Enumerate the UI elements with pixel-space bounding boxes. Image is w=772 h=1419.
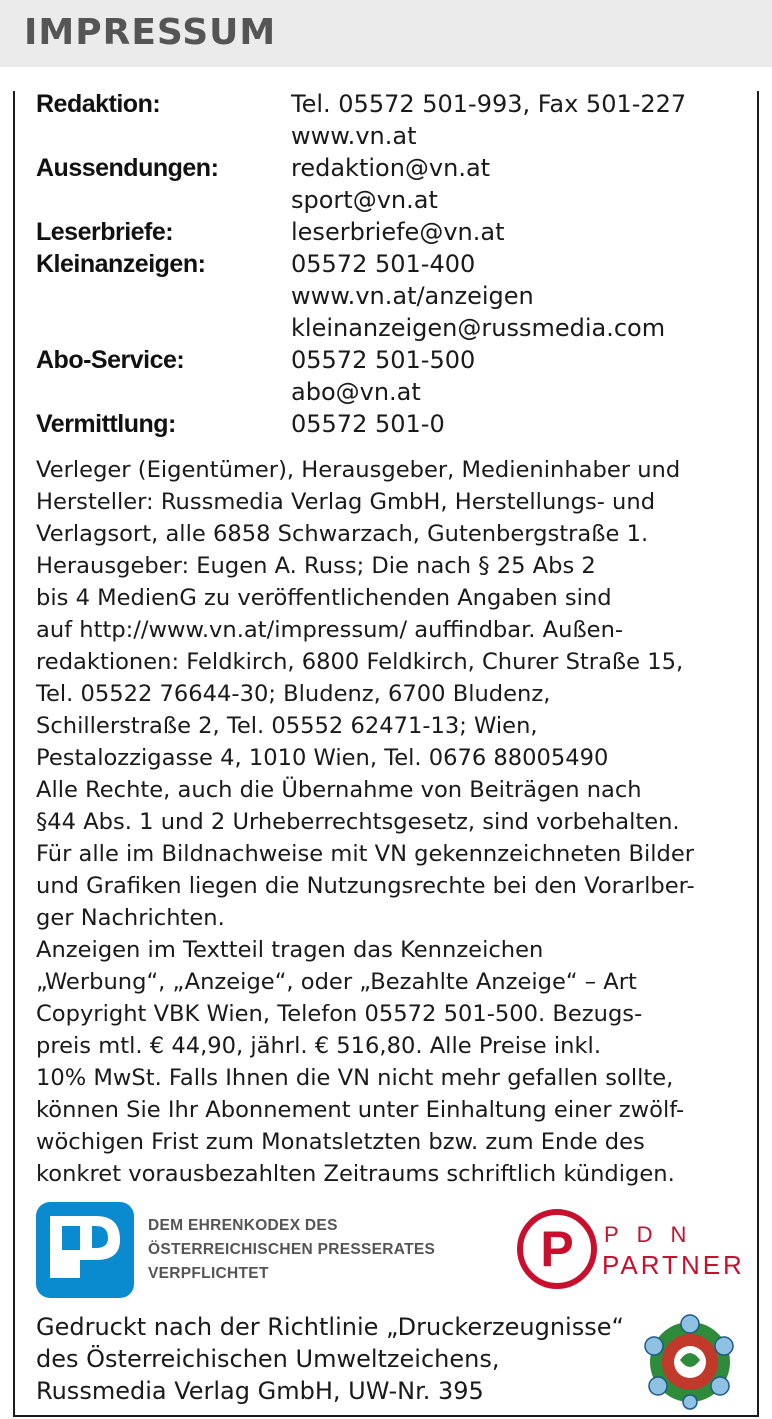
ads-paragraph: Anzeigen im Textteil tragen das Kennzeichen „Werbung“, „Anzeige“, oder „Bezahlte Anzeige“ – Art Copyright VBK Wien, Telefon 05572 501-500. Bezugs- preis mtl. € 44,90, jährl. € 516,80. Alle Preise inkl. 10% MwSt. Falls Ihnen die VN nicht mehr gefallen sollte, können Sie Ihr Abonnement unter Einhaltung einer zwölf- wöchigen Frist zum Monatsletzten bzw. zum Ende des konkret vorausbezahlten Zeitraums schriftlich kündigen.: [36, 937, 685, 1187]
contact-email[interactable]: redaktion@vn.at: [291, 154, 491, 182]
impressum-body: [36, 454, 752, 1190]
svg-text:P: P: [540, 1221, 574, 1277]
contact-value: Tel. 05572 501-993, Fax 501-227: [291, 90, 687, 118]
contact-list: [36, 88, 756, 440]
header-bar: [0, 0, 772, 67]
pdn-label: PDN: [604, 1222, 705, 1247]
contact-link[interactable]: www.vn.at: [291, 122, 417, 150]
contact-row-leserbriefe: [36, 216, 756, 248]
page-title: IMPRESSUM: [24, 12, 277, 53]
pdn-partner-label: PARTNER: [602, 1250, 745, 1280]
contact-label: Vermittlung:: [36, 410, 176, 438]
print-notice-line: Russmedia Verlag GmbH, UW-Nr. 395: [36, 1377, 484, 1405]
publisher-paragraph: Verleger (Eigentümer), Herausgeber, Medieninhaber und Hersteller: Russmedia Verlag GmbH, Herstellungs- und Verlagsort, alle 6858 Schwarzach, Gutenbergstraße 1. Herausgeber: Eugen A. Russ; Die nach § 25 Abs 2 bis 4 MedienG zu veröffentlichenden Angaben sind auf http://www.vn.at/impressum/ auffindbar. Außen- redaktionen: Feldkirch, 6800 Feldkirch, Churer Straße 15, Tel. 05522 76644-30; Bludenz, 6700 Bludenz, Schillerstraße 2, Tel. 05552 62471-13; Wien, Pestalozzigasse 4, 1010 Wien, Tel. 0676 88005490: [36, 457, 684, 771]
presserat-line: ÖSTERREICHISCHEN PRESSERATES: [148, 1241, 436, 1258]
contact-link[interactable]: www.vn.at/anzeigen: [291, 282, 534, 310]
presserat-caption: [148, 1214, 435, 1286]
contact-value: 05572 501-500: [291, 346, 476, 374]
contact-row-aussendungen: [36, 152, 756, 216]
contact-row-vermittlung: [36, 408, 756, 440]
umweltzeichen-logo-icon: [640, 1310, 740, 1410]
contact-email[interactable]: leserbriefe@vn.at: [291, 218, 505, 246]
contact-row-abo-service: [36, 344, 756, 408]
presserat-logo-icon: [36, 1202, 134, 1298]
rights-paragraph: Alle Rechte, auch die Übernahme von Beiträgen nach §44 Abs. 1 und 2 Urheberrechtsgesetz, sind vorbehalten. Für alle im Bildnachweise mit VN gekennzeichneten Bilder und Grafiken liegen die Nutzungsrechte bei den Vorarlber- ger Nachrichten.: [36, 777, 695, 931]
print-notice: [36, 1311, 636, 1407]
contact-row-kleinanzeigen: [36, 248, 756, 344]
logo-row: [36, 1200, 752, 1300]
contact-email[interactable]: kleinanzeigen@russmedia.com: [291, 314, 666, 342]
contact-value: 05572 501-400: [291, 250, 476, 278]
contact-label: Leserbriefe:: [36, 218, 174, 246]
contact-email[interactable]: sport@vn.at: [291, 186, 438, 214]
contact-label: Kleinanzeigen:: [36, 250, 206, 278]
presserat-line: DEM EHRENKODEX DES: [148, 1217, 338, 1234]
contact-label: Abo-Service:: [36, 346, 185, 374]
contact-label: Aussendungen:: [36, 154, 219, 182]
contact-label: Redaktion:: [36, 90, 161, 118]
print-notice-line: Gedruckt nach der Richtlinie „Druckerzeugnisse“: [36, 1313, 624, 1341]
pdn-p-logo-icon: [516, 1208, 598, 1290]
contact-value: 05572 501-0: [291, 410, 445, 438]
presserat-line: VERPFLICHTET: [148, 1265, 269, 1282]
contact-email[interactable]: abo@vn.at: [291, 378, 421, 406]
contact-row-redaktion: [36, 88, 756, 152]
print-notice-line: des Österreichischen Umweltzeichens,: [36, 1345, 500, 1373]
